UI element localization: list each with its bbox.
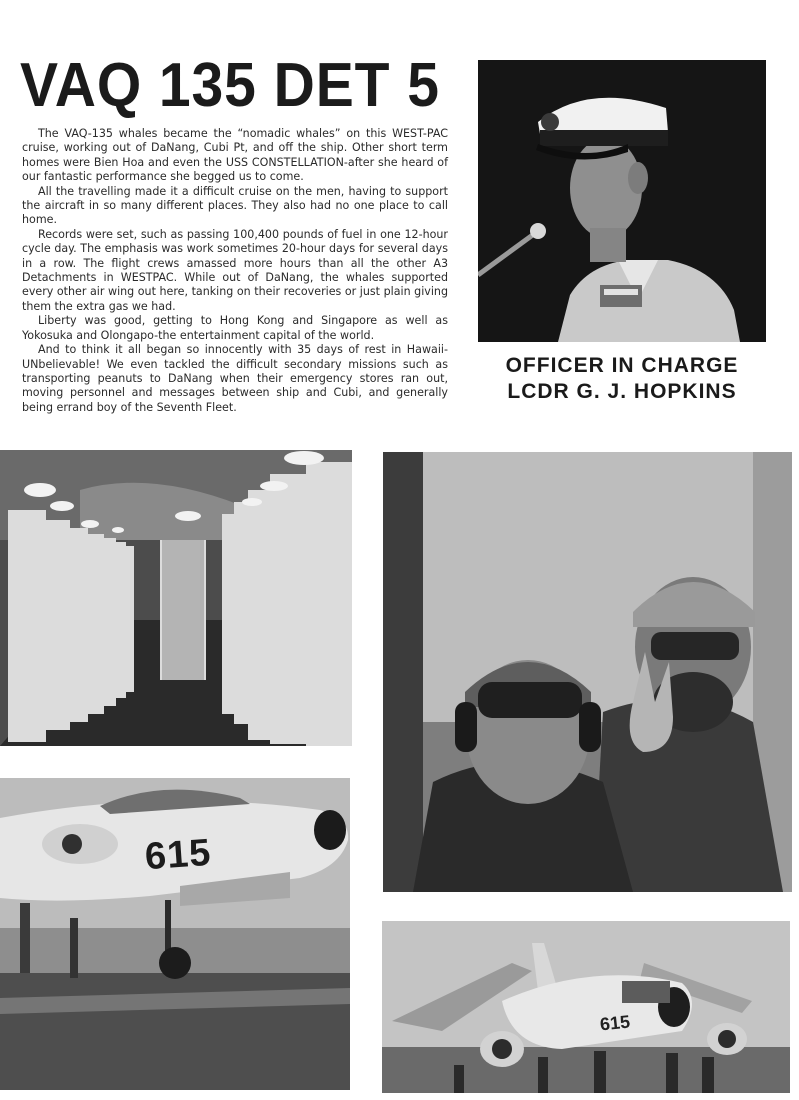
aircraft-number-label: 615 bbox=[598, 1011, 631, 1035]
officer-title: OFFICER IN CHARGE bbox=[505, 354, 739, 377]
story-paragraph: Records were set, such as passing 100,400 pounds of fuel in one 12-hour cycle day. The emphasis was work sometimes 20-hour days for several days in a row. The flight crews amassed more hours than all the other A3 Detachments in WESTPAC. While out of DaNang, the whales supported every other air wing out here, tanking on their recoveries or just plain giving them the extra gas we had. bbox=[22, 227, 448, 313]
flight-crew-photo bbox=[383, 452, 792, 892]
officer-name: LCDR G. J. HOPKINS bbox=[507, 380, 737, 403]
story-text bbox=[22, 127, 448, 415]
story-paragraph: The VAQ-135 whales became the “nomadic whales” on this WEST-PAC cruise, working out of DaNang, Cubi Pt, and off the ship. Other short term homes were Bien Hoa and even the USS CONSTELLATION-after she heard of our fantastic performance she begged us to come. bbox=[22, 127, 448, 184]
officer-portrait-photo bbox=[478, 60, 766, 342]
aircraft-615-deck-photo bbox=[382, 921, 790, 1093]
page-title: VAQ 135 DET 5 bbox=[20, 51, 440, 120]
aircraft-615-photo bbox=[0, 778, 350, 1090]
story-paragraph: And to think it all began so innocently with 35 days of rest in Hawaii-UNbelievable! We even tackled the difficult secondary missions such as transporting peanuts to DaNang when their emergency stores ran out, moving personnel and messages between ship and Cubi, and generally being errand boy of the Seventh Fleet. bbox=[22, 343, 448, 414]
aircraft-number-label: 615 bbox=[143, 831, 213, 879]
inspection-line-photo bbox=[0, 450, 352, 746]
officer-caption bbox=[478, 353, 766, 405]
story-paragraph: Liberty was good, getting to Hong Kong and Singapore as well as Yokosuka and Olongapo-the entertainment capital of the world. bbox=[22, 314, 448, 342]
story-paragraph: All the travelling made it a difficult cruise on the men, having to support the aircraft in so many different places. They also had no one place to call home. bbox=[22, 184, 448, 227]
